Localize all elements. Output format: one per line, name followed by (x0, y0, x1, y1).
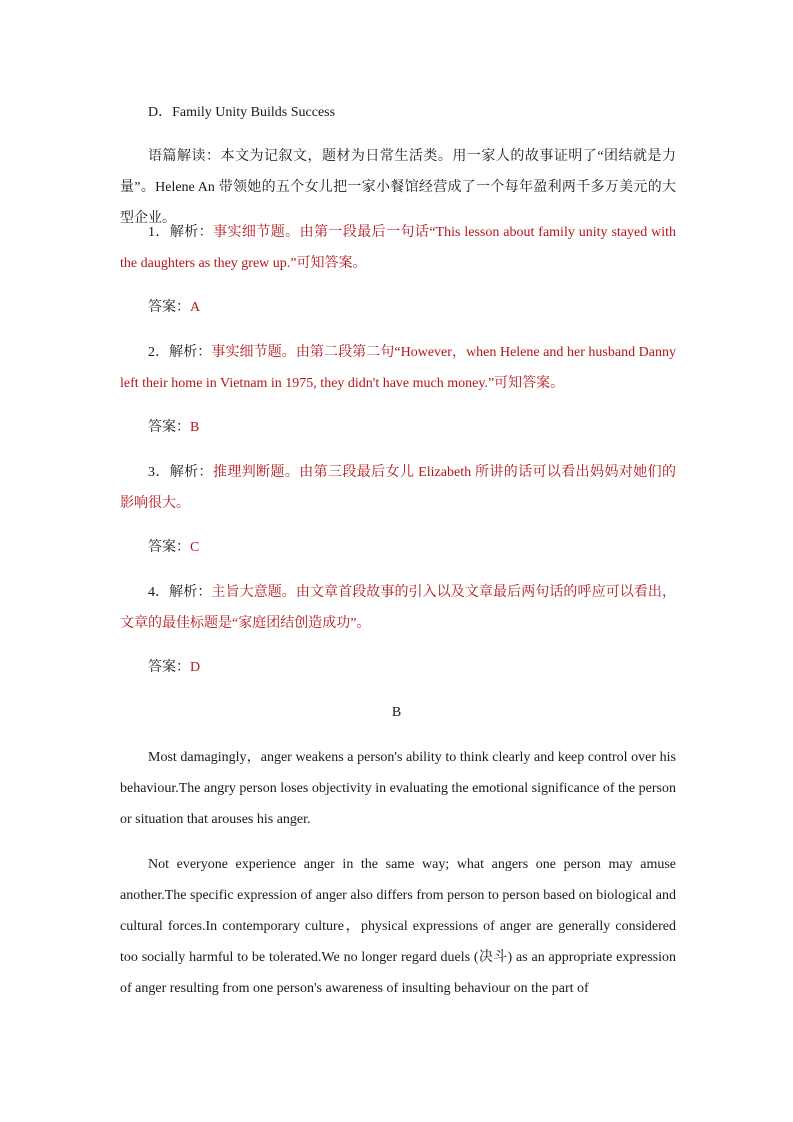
q2-label: 2．解析： (148, 345, 212, 360)
question-4-explanation (120, 577, 676, 639)
intro-text: 本文为记叙文，题材为日常生活类。用一家人的故事证明了“团结就是力量”。Helene An 带领她的五个女儿把一家小餐馆经营成了一个每年盈利两千多万美元的大型企业。 (120, 149, 677, 226)
q2-answer-label: 答案： (148, 420, 190, 435)
q1-answer-value: A (190, 300, 201, 315)
q2-explanation-text: 事实细节题。由第二段第二句“However，when Helene and her husband Danny left their home in Vietnam in 1975, they didn't have much money.”可知答案。 (120, 345, 676, 391)
q1-explanation-text: 事实细节题。由第一段最后一句话“This lesson about family unity stayed with the daughters as they grew up.”可知答案。 (120, 225, 677, 271)
q4-answer-value: D (190, 660, 201, 675)
q4-explanation-text: 主旨大意题。由文章首段故事的引入以及文章最后两句话的呼应可以看出，文章的最佳标题是“家庭团结创造成功”。 (120, 585, 676, 631)
question-1-answer (120, 292, 676, 323)
intro-label: 语篇解读： (148, 149, 221, 164)
q2-answer-value: B (190, 420, 200, 435)
question-2-explanation (120, 337, 676, 399)
passage-b-paragraph-2: Not everyone experience anger in the same way; what angers one person may amuse another.The specific expression of anger also differs from person to person based on biological and cultural forces.In contemporary culture，physical expressions of anger are generally considered too socially harmful to be tolerated.We no longer regard duels (决斗) as an appropriate expression of anger resulting from one person's awareness of insulting behaviour on the part of (120, 857, 676, 996)
question-4-answer (120, 652, 676, 683)
question-1-explanation (120, 217, 676, 279)
question-3-answer (120, 532, 676, 563)
q3-answer-value: C (190, 540, 200, 555)
q3-explanation-text: 推理判断题。由第三段最后女儿 Elizabeth 所讲的话可以看出妈妈对她们的影响很大。 (120, 465, 676, 511)
q3-label: 3．解析： (148, 465, 213, 480)
question-3-explanation (120, 457, 676, 519)
section-b-heading: B (391, 705, 402, 720)
q4-label: 4．解析： (148, 585, 212, 600)
q1-label: 1．解析： (148, 225, 214, 240)
q4-answer-label: 答案： (148, 660, 190, 675)
q1-answer-label: 答案： (148, 300, 190, 315)
option-d-line (120, 97, 676, 128)
question-2-answer (120, 412, 676, 443)
option-d-text: D．Family Unity Builds Success (148, 105, 336, 120)
passage-b-paragraph-1: Most damagingly，anger weakens a person's ability to think clearly and keep control over his behaviour.The angry person loses objectivity in evaluating the emotional significance of the person or situation that arouses his anger. (120, 750, 676, 827)
q3-answer-label: 答案： (148, 540, 190, 555)
